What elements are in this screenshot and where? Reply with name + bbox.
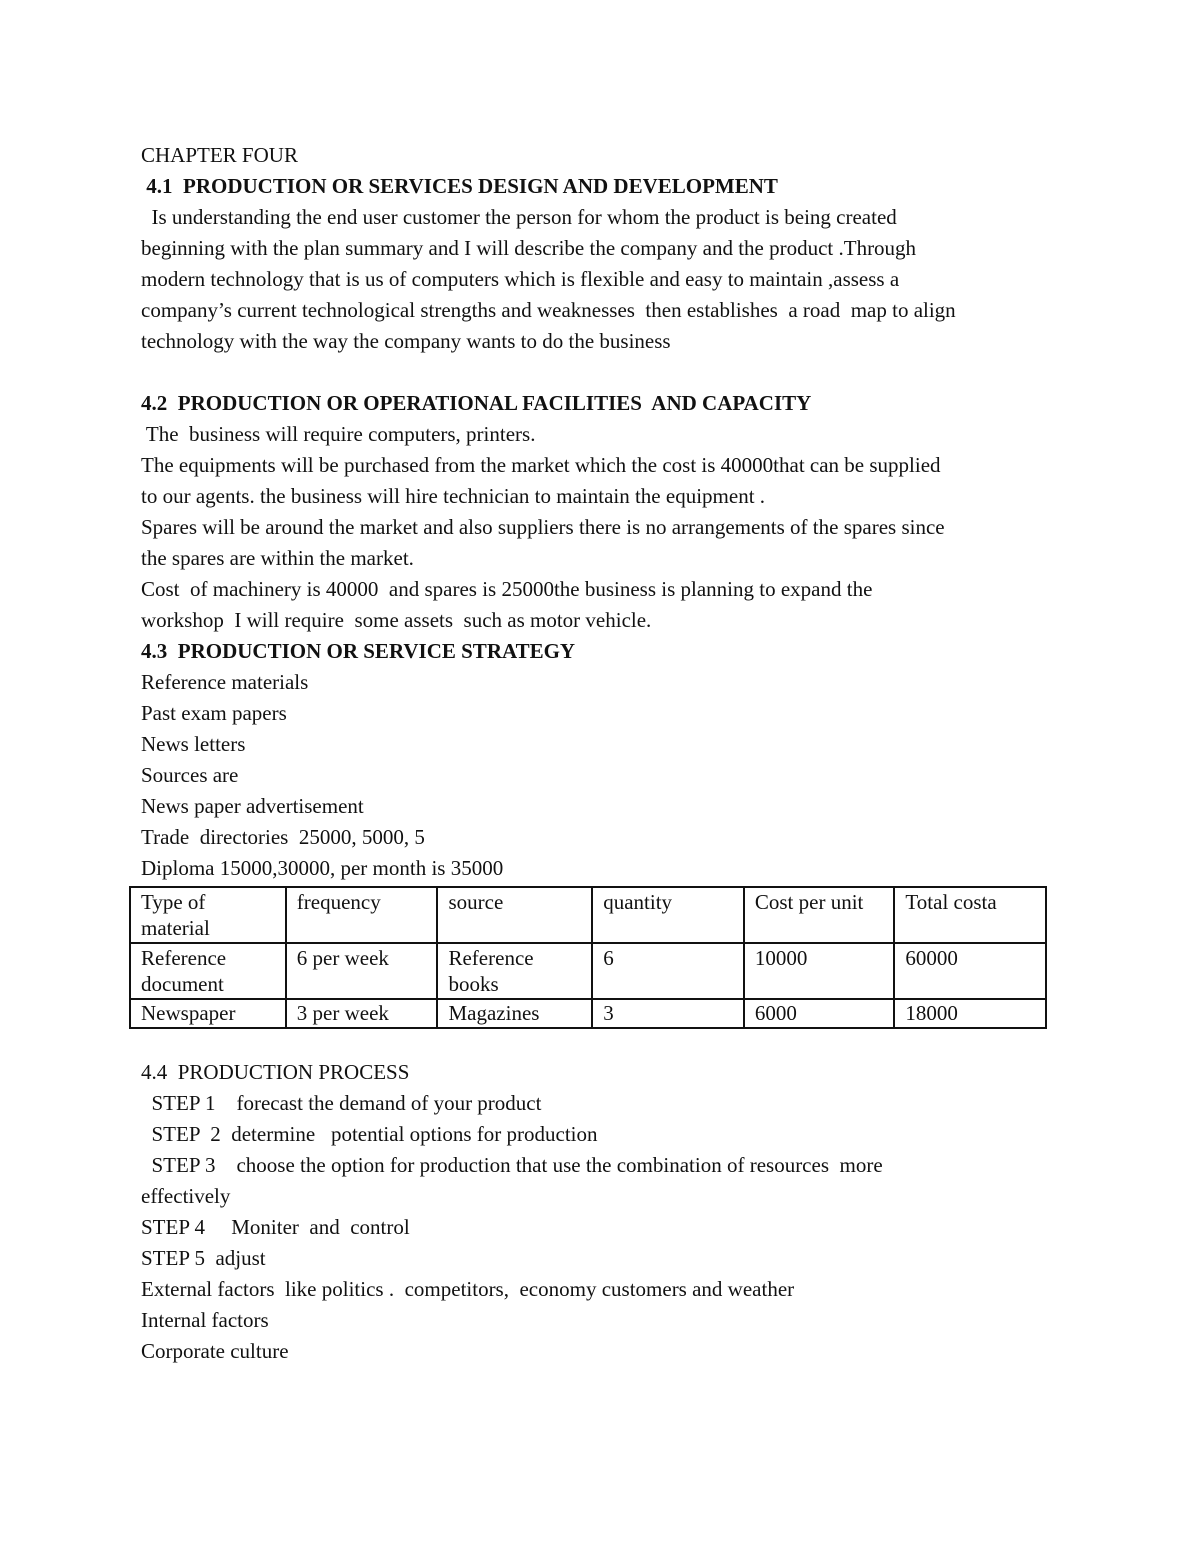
section-4-2-heading: 4.2 PRODUCTION OR OPERATIONAL FACILITIES AND CAPACITY <box>141 391 812 415</box>
section-4-1-line: technology with the way the company wants to do the business <box>141 329 671 353</box>
section-4-1-line: company’s current technological strengths and weaknesses then establishes a road map to align <box>141 298 956 322</box>
table-cell: 6 per week <box>286 943 438 999</box>
section-4-3-line: News paper advertisement <box>141 794 364 818</box>
section-4-3-line: News letters <box>141 732 246 756</box>
section-4-1-line: Is understanding the end user customer the person for whom the product is being created <box>141 205 897 229</box>
section-4-3-line: Past exam papers <box>141 701 287 725</box>
section-4-2-line: to our agents. the business will hire technician to maintain the equipment . <box>141 484 766 508</box>
table-cell: 18000 <box>894 999 1046 1028</box>
table-header-cell: Cost per unit <box>744 887 895 943</box>
section-4-4-line: STEP 1 forecast the demand of your product <box>141 1091 542 1115</box>
paragraph-gap <box>141 357 1061 388</box>
section-4-4-line: STEP 3 choose the option for production that use the combination of resources more <box>141 1153 883 1177</box>
table-row <box>130 943 1046 999</box>
section-4-3-line: Trade directories 25000, 5000, 5 <box>141 825 425 849</box>
section-4-1-line: beginning with the plan summary and I will describe the company and the product .Through <box>141 236 917 260</box>
table-cell: 60000 <box>894 943 1046 999</box>
table-cell: Reference books <box>437 943 592 999</box>
table-cell: Magazines <box>437 999 592 1028</box>
materials-table <box>129 886 1047 1029</box>
table-header-cell: source <box>437 887 592 943</box>
section-4-3-heading: 4.3 PRODUCTION OR SERVICE STRATEGY <box>141 639 576 663</box>
table-header-cell: frequency <box>286 887 438 943</box>
section-4-1-line: modern technology that is us of computers which is flexible and easy to maintain ,assess a <box>141 267 900 291</box>
table-header-cell: Total costa <box>894 887 1046 943</box>
document-body-bottom <box>141 1057 1061 1367</box>
table-cell: 6 <box>592 943 744 999</box>
section-4-4-line: Internal factors <box>141 1308 269 1332</box>
table-cell: Newspaper <box>130 999 286 1028</box>
section-4-4-line: STEP 2 determine potential options for production <box>141 1122 598 1146</box>
section-4-2-line: The equipments will be purchased from the market which the cost is 40000that can be supplied <box>141 453 941 477</box>
section-4-3-line: Diploma 15000,30000, per month is 35000 <box>141 856 504 880</box>
table-header-row <box>130 887 1046 943</box>
table-cell: Reference document <box>130 943 286 999</box>
section-4-2-line: Spares will be around the market and also suppliers there is no arrangements of the spares since <box>141 515 945 539</box>
section-4-3-line: Reference materials <box>141 670 309 694</box>
table-header-cell: quantity <box>592 887 744 943</box>
table-cell: 10000 <box>744 943 895 999</box>
section-4-4-heading: 4.4 PRODUCTION PROCESS <box>141 1060 410 1084</box>
section-4-2-line: the spares are within the market. <box>141 546 414 570</box>
section-4-1-heading: 4.1 PRODUCTION OR SERVICES DESIGN AND DEVELOPMENT <box>141 174 778 198</box>
section-4-2-line: The business will require computers, printers. <box>141 422 536 446</box>
section-4-4-line: STEP 4 Moniter and control <box>141 1215 410 1239</box>
table-cell: 3 per week <box>286 999 438 1028</box>
section-4-4-line: effectively <box>141 1184 231 1208</box>
document-body-top <box>141 140 1061 884</box>
section-4-4-line: STEP 5 adjust <box>141 1246 266 1270</box>
table-cell: 3 <box>592 999 744 1028</box>
section-4-4-line: Corporate culture <box>141 1339 289 1363</box>
section-4-2-line: Cost of machinery is 40000 and spares is 25000the business is planning to expand the <box>141 577 873 601</box>
table-header-cell: Type of material <box>130 887 286 943</box>
section-4-3-line: Sources are <box>141 763 239 787</box>
chapter-title: CHAPTER FOUR <box>141 143 298 167</box>
table-cell: 6000 <box>744 999 895 1028</box>
section-4-2-line: workshop I will require some assets such as motor vehicle. <box>141 608 652 632</box>
table-row <box>130 999 1046 1028</box>
section-4-4-line: External factors like politics . competitors, economy customers and weather <box>141 1277 795 1301</box>
